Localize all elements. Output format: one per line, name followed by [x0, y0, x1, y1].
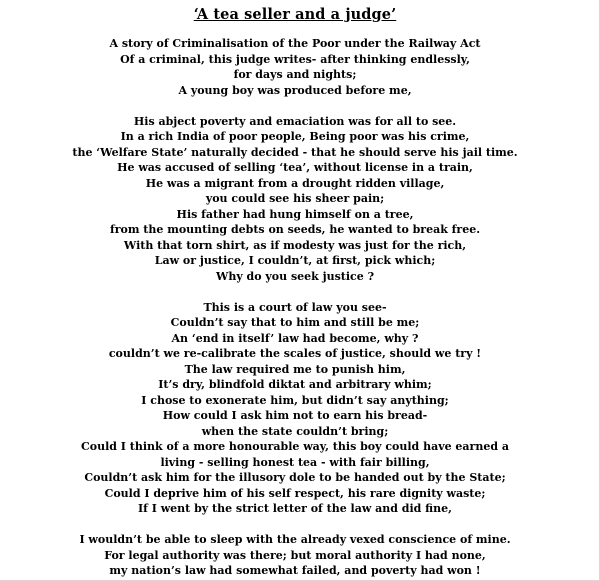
- poem-line: For legal authority was there; but moral authority I had none,: [104, 548, 486, 562]
- stanza-4: [0, 532, 590, 579]
- poem-line: Could I think of a more honourable way, this boy could have earned a: [81, 440, 509, 453]
- stanza-3: [0, 300, 590, 517]
- stanza-2: [0, 114, 590, 285]
- poem-line: How could I ask him not to earn his bread-: [162, 409, 428, 422]
- poem-line: A story of Criminalisation of the Poor under the Railway Act: [109, 37, 481, 50]
- poem-line: He was accused of selling ‘tea’, without license in a train,: [117, 161, 473, 174]
- poem-line: Why do you seek justice ?: [215, 269, 375, 283]
- poem-line: Of a criminal, this judge writes- after thinking endlessly,: [120, 52, 470, 66]
- poem-line: This is a court of law you see-: [203, 300, 387, 314]
- poem-line: for days and nights;: [233, 68, 357, 81]
- poem-line: I wouldn’t be able to sleep with the already vexed conscience of mine.: [79, 533, 511, 546]
- poem-line: from the mounting debts on seeds, he wanted to break free.: [109, 223, 481, 236]
- poem-line: A young boy was produced before me,: [178, 83, 412, 97]
- poem-title: ‘A tea seller and a judge’: [193, 6, 397, 23]
- poem-line: when the state couldn’t bring;: [201, 424, 389, 438]
- poem-line: you could see his sheer pain;: [205, 192, 385, 205]
- poem-line: In a rich India of poor people, Being poor was his crime,: [120, 130, 470, 143]
- poem-line: If I went by the strict letter of the law and did fine,: [138, 502, 452, 515]
- poem-line: He was a migrant from a drought ridden village,: [145, 176, 445, 190]
- poem-body: [0, 36, 590, 579]
- poem-line: Couldn’t say that to him and still be me;: [170, 316, 420, 329]
- poem-line: my nation’s law had somewhat failed, and poverty had won !: [109, 564, 481, 577]
- poem-line: It’s dry, blindfold diktat and arbitrary whim;: [158, 378, 432, 391]
- poem-line: His father had hung himself on a tree,: [176, 207, 414, 221]
- poem-line: the ‘Welfare State’ naturally decided - that he should serve his jail time.: [72, 145, 518, 159]
- poem-line: The law required me to punish him,: [184, 362, 406, 376]
- poem-line: I chose to exonerate him, but didn’t say anything;: [141, 393, 449, 407]
- poem-line: His abject poverty and emaciation was for all to see.: [133, 114, 457, 128]
- poem-line: With that torn shirt, as if modesty was just for the rich,: [123, 238, 467, 252]
- poem-line: couldn’t we re-calibrate the scales of justice, should we try !: [108, 347, 482, 360]
- stanza-1: [0, 36, 590, 98]
- poem-line: Could I deprive him of his self respect, his rare dignity waste;: [104, 486, 486, 500]
- poem-line: Couldn’t ask him for the illusory dole to be handed out by the State;: [84, 471, 506, 484]
- poem-line: Law or justice, I couldn’t, at first, pick which;: [154, 254, 436, 267]
- poem-line: An ‘end in itself’ law had become, why ?: [171, 331, 419, 345]
- poem-line: living - selling honest tea - with fair billing,: [160, 455, 430, 469]
